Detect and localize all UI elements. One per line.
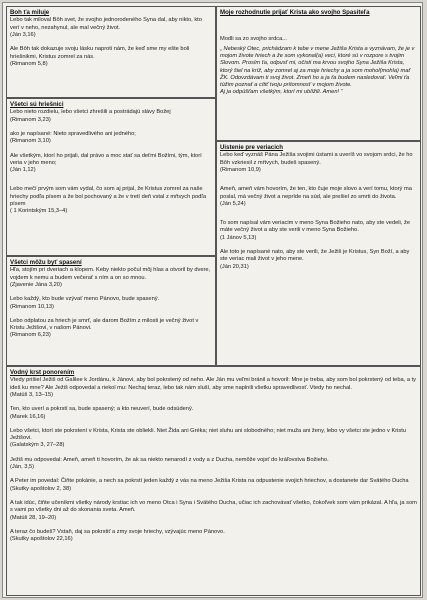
verse-text: Lebo odplatou za hriech je smrť, ale darom Božím z milosti je večný život v Kristu Ježišovi, v našom Pánovi. (Rimanom 6,23)	[10, 317, 199, 339]
document-page	[2, 2, 423, 598]
verse-text: Ale toto je napísané nato, aby ste verili, že Ježiš je Kristus, Syn Boží, a aby ste veriac mali život v jeho mene. (Ján 20,31)	[220, 249, 410, 270]
section-title: Moje rozhodnutie prijať Krista ako svojho Spasiteľa	[220, 9, 370, 16]
verse-text: Ten, kto uverí a pokrstí sa, bude spasený; a kto neuverí, bude odsúdený. (Marek 16,16)	[10, 406, 194, 420]
section-water-baptism	[6, 366, 421, 596]
verse-text: Lebo všetci, ktorí ste pokrstení v Krista, Krista ste obliekli. Niet Žida ani Gréka; niet sluhu ani slobodného; niet muža ani ženy, lebo vy všetci ste jedno v Kristu Ježišovi. (Galatským 3, 27–28)	[10, 427, 406, 449]
section-decision-prayer	[216, 6, 421, 141]
section-all-can-be-saved	[6, 256, 216, 366]
section-title: Boh ťa miluje	[10, 9, 50, 16]
verse-text: Lebo každý, kto bude vzývať meno Pánovo, bude spasený. (Rimanom 10,13)	[10, 296, 160, 310]
verse-text: Lebo tak miloval Bôh svet, že svojho jednorodeného Syna dal, aby nikto, kto verí v neho, nezahynul, ale mal večný život. (Ján 3,16)	[10, 17, 202, 38]
verse-text: Lebo keď vyznáš Pána Ježiša svojimi ústami a uveríš vo svojom srdci, že ho Bôh vzkriesil z mŕtvych, budeš spasený. (Rimanom 10,9)	[220, 152, 413, 173]
prayer-text: „ Nebeský Otec, prichádzam k tebe v mene Ježiša Krista a vyznávam, že je v mojom živote hriech a že som vykonal(a) veci, ktoré sú v rozpore s tvojim Slovom. Prosím ťa, odpusť mi, očisti ma krvou svojho Syna Ježiša Krista, ktorý šiel na kríž, aby zomrel aj za moje hriechy a ja som mohol(mohla) mať ŽK. Odovzdávam ti svoj život. Zmeň ho a ja ťa budem nasledovať. Veľmi ťa túžim poznať a cítiť tvoju prítomnosť v mojom živote. Aj ja odpúšťam všetkým, ktorí mi ublížili. Amen! “	[220, 45, 415, 96]
verse-text: A tak idúc, čiňte učeníkmi všetky národy krstiac ich vo meno Otca i Syna i Svätého Ducha, učiac ich zachovávať všetko, čokoľvek som vám prikázal. A hľa, ja som s vami po všetky dni až do skonania sveta. Ameň. (Matúš 28, 19–20)	[10, 499, 417, 521]
verse-text: Ježiš mu odpovedal: Ameň, ameň ti hovorím, že ak sa niekto nenarodí z vody a z Ducha, nemôže vojsť do kráľovstva Božieho. (Ján, 3,5)	[10, 456, 329, 471]
verse-text: Ameň, ameň vám hovorím, že ten, kto čuje moje slovo a verí tomu, ktorý ma poslal, má večný život a nepríde na súd, ale prešiel zo smrti do života. (Ján 5,24)	[220, 186, 412, 207]
prayer-intro: Modli sa zo svojho srdca...	[220, 36, 288, 43]
verse-text: Lebo mečí prvým som vám vydal, čo som aj prijal, že Kristus zomrel za naše hriechy podľa písem a že bol pochovaný a že v tretí deň vstal z mŕtvych podľa písem ( 1 Korintským 15,3–4)	[10, 186, 207, 215]
verse-text: Vtedy prišiel Ježiš od Galilee k Jordánu, k Jánovi, aby bol pokrstený od neho. Ale Ján mu veľmi bránil a hovoril: Mne je treba, aby som bol pokrstený od teba, a ty ideš ku mne? Ale Ježiš odpovedal a riekol mu: Nechaj teraz, lebo tak nám sluší, aby sme naplnili všetku spravedlivosť. Vtedy ho nechal. (Matúš 3, 13–15)	[10, 377, 417, 398]
section-god-loves-you	[6, 6, 216, 98]
verse-text: Lebo nieto rozdielu, lebo všetci zhrešili a postrádajú slávy Božej (Rimanom 3,23)	[10, 109, 171, 123]
section-title: Uistenie pre veriacich	[220, 144, 283, 151]
verse-text: Hľa, stojím pri dveriach a klopem. Keby niekto počul môj hlas a otvoril by dvere, vojdem k nemu a budem večerať s ním a on so mnou. (Zjavenie Jána 3,20)	[10, 267, 211, 288]
verse-text: Ale Bôh tak dokazuje svoju lásku naproti nám, že keď sme my ešte boli hriešnikmi, Kristus zomrel za nás. (Rimanom 5,8)	[10, 46, 190, 67]
section-title: Všetci môžu byť spasení	[10, 259, 82, 266]
section-all-are-sinners	[6, 98, 216, 256]
verse-text: Ale všetkým, ktorí ho prijali, dal právo a moc stať sa deťmi Božími, tým, ktorí veria v jeho meno; (Ján 1,12)	[10, 152, 202, 174]
section-title: Vodný krst ponorením	[10, 369, 75, 376]
verse-text: To som napísal vám veriacim v meno Syna Božieho nato, aby ste vedeli, že máte večný život a aby ste verili v meno Syna Božieho. (1 Jánov 5,13)	[220, 220, 410, 241]
section-title: Všetci sú hriešnici	[10, 101, 64, 108]
section-assurance-for-believers	[216, 141, 421, 366]
verse-text: A Peter im povedal: Čiňte pokánie, a nech sa pokrstí jeden každý z vás na meno Ježiša Krista na odpustenie svojich hriechov, a dostanete dar Svätého Ducha (Skutky apoštolov 2, 38)	[10, 478, 409, 492]
verse-text: ako je napísané: Nieto spravedlivého ani jedného; (Rimanom 3,10)	[10, 131, 136, 145]
verse-text: A teraz čo budeš? Vstaň, daj sa pokrstiť a zmy svoje hriechy, vzývajúc meno Pánovo. (Skutky apoštolov 22,16)	[10, 528, 225, 543]
